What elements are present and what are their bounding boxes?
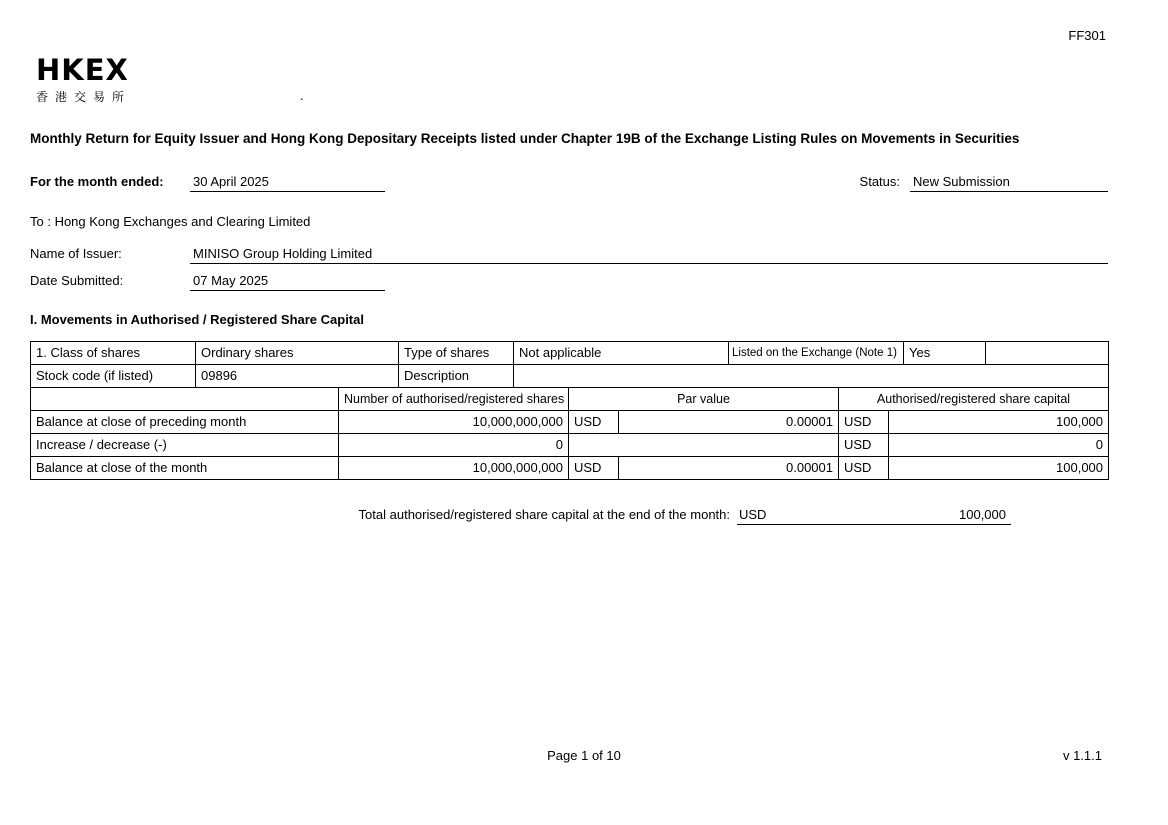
version-label: v 1.1.1 [1062, 748, 1102, 763]
status-value: New Submission [910, 174, 1108, 192]
row-label: Balance at close of preceding month [31, 410, 339, 433]
stock-code-label: Stock code (if listed) [31, 364, 196, 387]
capital-value: 100,000 [889, 456, 1109, 479]
currency-cell: USD [839, 433, 889, 456]
month-ended-label: For the month ended: [30, 173, 164, 189]
stock-code-value: 09896 [196, 364, 399, 387]
capital-value: 100,000 [889, 410, 1109, 433]
col-capital-header: Authorised/registered share capital [839, 387, 1109, 410]
shares-value: 10,000,000,000 [339, 456, 569, 479]
table-row [31, 364, 1109, 387]
share-class-table [30, 341, 1109, 388]
shares-value: 0 [339, 433, 569, 456]
description-label: Description [399, 364, 514, 387]
document-title: Monthly Return for Equity Issuer and Hong Kong Depositary Receipts listed under Chapter 19B of the Exchange Listing Rules on Movements in Securities [30, 131, 1020, 146]
class-of-shares-value: Ordinary shares [196, 341, 399, 364]
status-label: Status: [859, 173, 900, 189]
col-shares-header: Number of authorised/registered shares [339, 387, 569, 410]
col-par-value-header: Par value [569, 387, 839, 410]
class-of-shares-label: 1. Class of shares [31, 341, 196, 364]
addressee-line: To : Hong Kong Exchanges and Clearing Limited [30, 213, 311, 229]
listed-on-exchange-label: Listed on the Exchange (Note 1) [729, 341, 904, 364]
currency-cell: USD [569, 456, 619, 479]
type-of-shares-label: Type of shares [399, 341, 514, 364]
total-capital-label: Total authorised/registered share capital at the end of the month: [358, 506, 730, 522]
listed-on-exchange-value: Yes [904, 341, 986, 364]
table-row [31, 341, 1109, 364]
month-ended-row [30, 174, 1108, 192]
stray-mark: . [300, 88, 304, 103]
description-value [514, 364, 1109, 387]
row-label: Increase / decrease (-) [31, 433, 339, 456]
hkex-logo [36, 53, 1108, 105]
hkex-logo-text: HKEX [36, 53, 129, 87]
empty-cell [31, 387, 339, 410]
table-row [31, 410, 1109, 433]
table-row [31, 456, 1109, 479]
row-label: Balance at close of the month [31, 456, 339, 479]
month-ended-value: 30 April 2025 [190, 174, 385, 192]
hkex-logo-chinese: 香港交易所 [36, 90, 132, 104]
total-capital-row [30, 507, 1108, 525]
capital-value: 0 [889, 433, 1109, 456]
date-submitted-value: 07 May 2025 [190, 273, 385, 291]
empty-cell [986, 341, 1109, 364]
issuer-label: Name of Issuer: [30, 245, 122, 261]
empty-cell [569, 433, 839, 456]
par-value-cell: 0.00001 [619, 410, 839, 433]
shares-value: 10,000,000,000 [339, 410, 569, 433]
form-code: FF301 [1068, 28, 1106, 43]
movement-table [30, 387, 1109, 480]
par-value-cell: 0.00001 [619, 456, 839, 479]
movement-header-row [31, 387, 1109, 410]
date-submitted-row [30, 273, 1108, 291]
currency-cell: USD [569, 410, 619, 433]
page-number: Page 1 of 10 [547, 748, 621, 763]
table-row [31, 433, 1109, 456]
currency-cell: USD [839, 456, 889, 479]
type-of-shares-value: Not applicable [514, 341, 729, 364]
total-capital-value: 100,000 [791, 507, 1011, 525]
issuer-row [30, 246, 1108, 264]
currency-cell: USD [839, 410, 889, 433]
section1-heading: I. Movements in Authorised / Registered Share Capital [30, 311, 364, 327]
issuer-value: MINISO Group Holding Limited [190, 246, 1108, 264]
total-capital-currency: USD [737, 507, 791, 525]
date-submitted-label: Date Submitted: [30, 272, 124, 288]
